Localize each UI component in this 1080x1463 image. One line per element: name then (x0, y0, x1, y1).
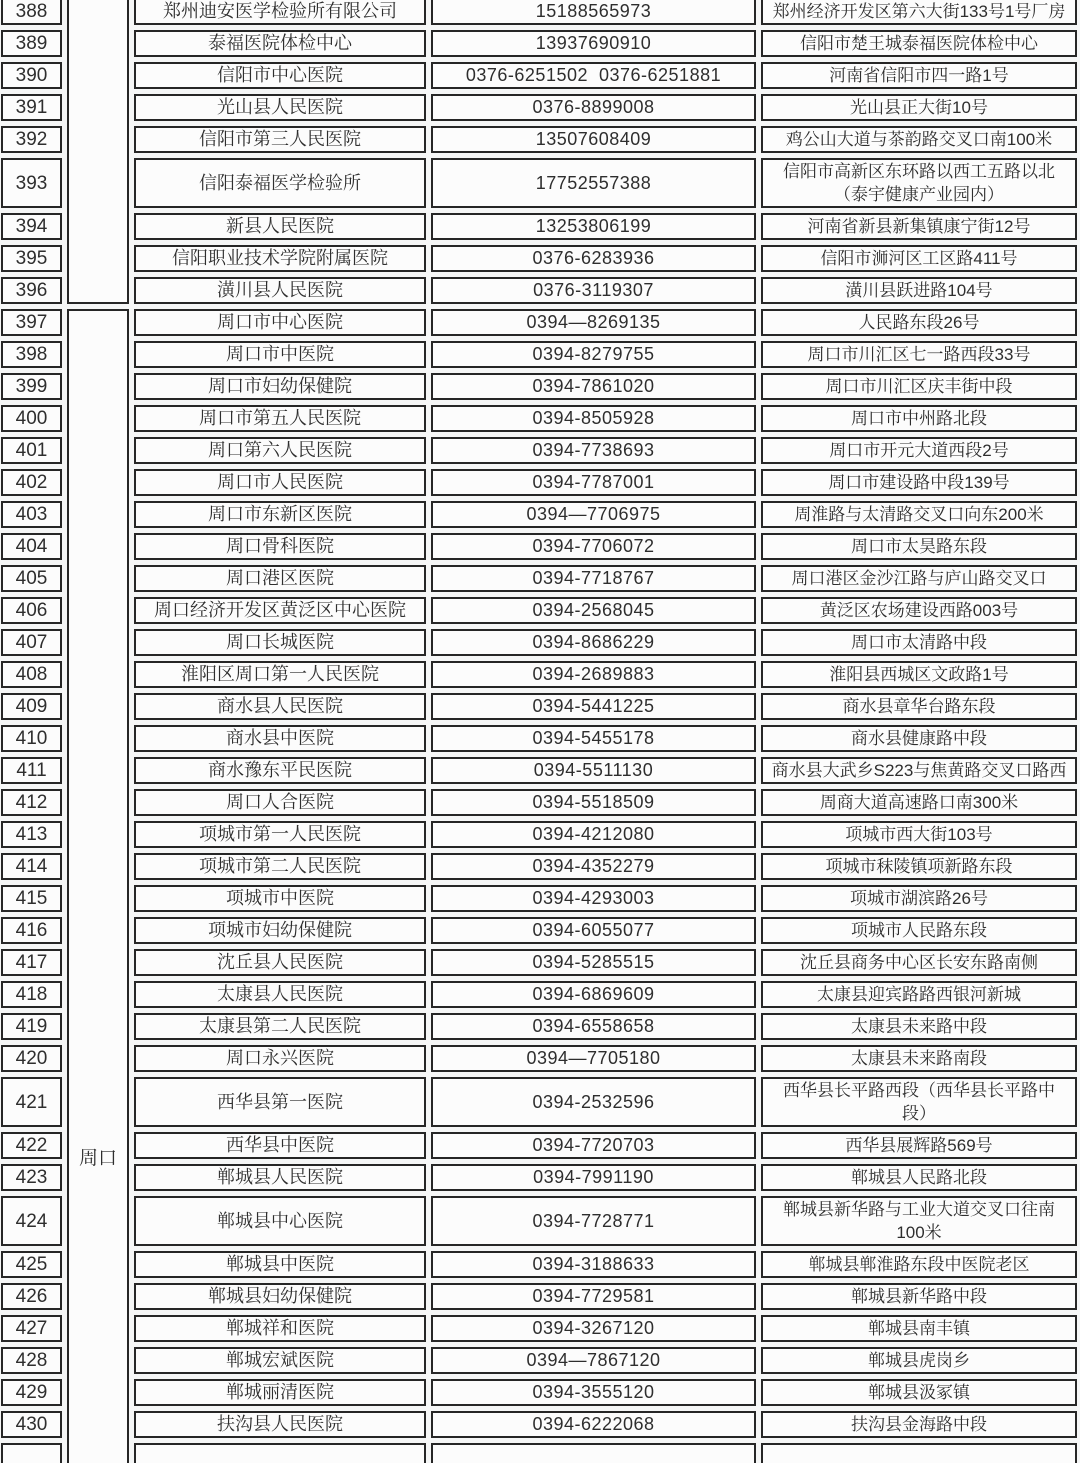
address-cell: 项城市秣陵镇项新路东段 (761, 853, 1077, 880)
hospital-name-cell: 周口市妇幼保健院 (134, 373, 426, 400)
table-row (1, 94, 1077, 121)
address-cell: 周口市川汇区七一路西段33号 (761, 341, 1077, 368)
address-cell: 郸城县人民路北段 (761, 1164, 1077, 1191)
row-number-cell: 388 (1, 0, 62, 25)
address-cell: 项城市西大街103号 (761, 821, 1077, 848)
table-row (1, 725, 1077, 752)
hospital-name-cell: 沈丘县人民医院 (134, 949, 426, 976)
phone-cell: 0394-7729581 (431, 1283, 756, 1310)
hospital-name-cell: 周口市中心医院 (134, 309, 426, 336)
phone-cell: 0394-6055077 (431, 917, 756, 944)
row-number-cell: 416 (1, 917, 62, 944)
phone-cell: 0394-7991190 (431, 1164, 756, 1191)
phone-cell: 0394-6222068 (431, 1411, 756, 1438)
phone-cell: 0394-6869609 (431, 981, 756, 1008)
phone-cell: 17752557388 (431, 158, 756, 208)
row-number-cell: 422 (1, 1132, 62, 1159)
hospital-name-cell: 太康县第二人民医院 (134, 1013, 426, 1040)
row-number-cell: 396 (1, 277, 62, 304)
table-row (1, 1196, 1077, 1246)
region-label: 周口 (78, 1148, 117, 1169)
address-cell: 商水县大武乡S223与焦黄路交叉口路西 (761, 757, 1077, 784)
hospital-name-cell: 泰福医院体检中心 (134, 30, 426, 57)
address-cell: 潢川县跃进路104号 (761, 277, 1077, 304)
hospital-name-cell: 太康县人民医院 (134, 981, 426, 1008)
row-number-cell: 403 (1, 501, 62, 528)
row-number-cell: 426 (1, 1283, 62, 1310)
table-row (1, 661, 1077, 688)
hospital-name-cell: 光山县人民医院 (134, 94, 426, 121)
phone-cell: 0394-3267120 (431, 1315, 756, 1342)
phone-cell: 0394-2689883 (431, 661, 756, 688)
table-row-partial (1, 1443, 1077, 1463)
phone-cell: 0376-6251502 0376-6251881 (431, 62, 756, 89)
address-cell: 郸城县新华路中段 (761, 1283, 1077, 1310)
table-row (1, 1251, 1077, 1278)
phone-cell: 0394-7728771 (431, 1196, 756, 1246)
hospital-name-cell: 商水县人民医院 (134, 693, 426, 720)
table-row (1, 373, 1077, 400)
address-cell: 信阳市高新区东环路以西工五路以北（泰宇健康产业园内） (761, 158, 1077, 208)
row-number-cell: 391 (1, 94, 62, 121)
phone-cell: 0376-8899008 (431, 94, 756, 121)
row-number-cell: 412 (1, 789, 62, 816)
hospital-name-cell: 信阳市中心医院 (134, 62, 426, 89)
hospital-name-cell: 郸城县中医院 (134, 1251, 426, 1278)
hospital-name-cell: 周口市东新区医院 (134, 501, 426, 528)
hospital-name-cell: 周口市人民医院 (134, 469, 426, 496)
row-number-cell: 390 (1, 62, 62, 89)
phone-cell: 0394-2532596 (431, 1077, 756, 1127)
phone-cell: 0394-5511130 (431, 757, 756, 784)
row-number-cell: 430 (1, 1411, 62, 1438)
hospital-name-cell: 周口骨科医院 (134, 533, 426, 560)
row-number-cell: 410 (1, 725, 62, 752)
hospital-name-cell: 郸城祥和医院 (134, 1315, 426, 1342)
phone-cell: 0394-7720703 (431, 1132, 756, 1159)
address-cell: 周淮路与太清路交叉口向东200米 (761, 501, 1077, 528)
phone-cell: 0394-4212080 (431, 821, 756, 848)
phone-cell: 0394-5518509 (431, 789, 756, 816)
row-number-cell: 423 (1, 1164, 62, 1191)
row-number-cell: 428 (1, 1347, 62, 1374)
address-cell: 周口港区金沙江路与庐山路交叉口 (761, 565, 1077, 592)
address-cell: 信阳市楚王城泰福医院体检中心 (761, 30, 1077, 57)
phone-cell: 0394-4352279 (431, 853, 756, 880)
row-number-cell: 419 (1, 1013, 62, 1040)
hospital-name-cell: 郸城县人民医院 (134, 1164, 426, 1191)
table-row (1, 1013, 1077, 1040)
table-row (1, 757, 1077, 784)
hospital-name-cell: 信阳职业技术学院附属医院 (134, 245, 426, 272)
address-cell: 周口市中州路北段 (761, 405, 1077, 432)
table-row (1, 1132, 1077, 1159)
table-row (1, 62, 1077, 89)
phone-cell: 0394—7705180 (431, 1045, 756, 1072)
row-number-cell: 407 (1, 629, 62, 656)
row-number-cell: 429 (1, 1379, 62, 1406)
address-cell: 郸城县汲冢镇 (761, 1379, 1077, 1406)
phone-cell: 0394-7718767 (431, 565, 756, 592)
phone-cell: 0394-3555120 (431, 1379, 756, 1406)
hospital-name-cell: 淮阳区周口第一人民医院 (134, 661, 426, 688)
row-number-cell: 389 (1, 30, 62, 57)
table-row (1, 853, 1077, 880)
row-number-cell: 413 (1, 821, 62, 848)
region-cell (67, 0, 129, 304)
phone-cell: 0394-5285515 (431, 949, 756, 976)
address-cell: 商水县健康路中段 (761, 725, 1077, 752)
hospital-name-cell: 郸城县中心医院 (134, 1196, 426, 1246)
address-cell: 信阳市浉河区工区路411号 (761, 245, 1077, 272)
hospital-name-cell: 项城市妇幼保健院 (134, 917, 426, 944)
table-row (1, 341, 1077, 368)
address-cell: 商水县章华台路东段 (761, 693, 1077, 720)
row-number-cell: 394 (1, 213, 62, 240)
hospital-name-cell: 周口市第五人民医院 (134, 405, 426, 432)
address-cell: 太康县未来路中段 (761, 1013, 1077, 1040)
phone-cell: 0394-5455178 (431, 725, 756, 752)
phone-cell: 15188565973 (431, 0, 756, 25)
table-row (1, 501, 1077, 528)
address-cell: 扶沟县金海路中段 (761, 1411, 1077, 1438)
row-number-cell: 411 (1, 757, 62, 784)
hospital-name-cell: 周口永兴医院 (134, 1045, 426, 1072)
address-cell: 沈丘县商务中心区长安东路南侧 (761, 949, 1077, 976)
row-number-cell: 417 (1, 949, 62, 976)
address-cell: 周口市太昊路东段 (761, 533, 1077, 560)
address-cell: 郸城县郸淮路东段中医院老区 (761, 1251, 1077, 1278)
table-row (1, 821, 1077, 848)
row-number-cell: 398 (1, 341, 62, 368)
address-cell: 郸城县南丰镇 (761, 1315, 1077, 1342)
phone-cell: 0394-8279755 (431, 341, 756, 368)
hospital-table-body (1, 0, 1077, 1463)
phone-cell: 0376-6283936 (431, 245, 756, 272)
hospital-name-cell: 郸城宏斌医院 (134, 1347, 426, 1374)
hospital-name-cell: 周口港区医院 (134, 565, 426, 592)
row-number-cell (1, 1443, 62, 1463)
phone-cell: 0376-3119307 (431, 277, 756, 304)
hospital-name-cell: 商水豫东平民医院 (134, 757, 426, 784)
row-number-cell: 397 (1, 309, 62, 336)
table-row (1, 1411, 1077, 1438)
address-cell: 西华县展辉路569号 (761, 1132, 1077, 1159)
hospital-name-cell: 西华县中医院 (134, 1132, 426, 1159)
hospital-name-cell: 新县人民医院 (134, 213, 426, 240)
phone-cell: 0394—8269135 (431, 309, 756, 336)
hospital-name-cell: 西华县第一医院 (134, 1077, 426, 1127)
address-cell: 项城市人民路东段 (761, 917, 1077, 944)
phone-cell: 0394-8505928 (431, 405, 756, 432)
phone-cell: 0394-7787001 (431, 469, 756, 496)
table-row (1, 213, 1077, 240)
table-row (1, 789, 1077, 816)
address-cell: 周口市川汇区庆丰街中段 (761, 373, 1077, 400)
address-cell: 鸡公山大道与茶韵路交叉口南100米 (761, 126, 1077, 153)
phone-cell: 0394-7861020 (431, 373, 756, 400)
address-cell: 光山县正大街10号 (761, 94, 1077, 121)
table-row (1, 597, 1077, 624)
address-cell (761, 1443, 1077, 1463)
address-cell: 河南省信阳市四一路1号 (761, 62, 1077, 89)
hospital-name-cell: 项城市中医院 (134, 885, 426, 912)
address-cell: 郑州经济开发区第六大街133号1号厂房 (761, 0, 1077, 25)
phone-cell: 0394—7706975 (431, 501, 756, 528)
hospital-name-cell (134, 1443, 426, 1463)
row-number-cell: 427 (1, 1315, 62, 1342)
row-number-cell: 408 (1, 661, 62, 688)
table-row (1, 917, 1077, 944)
hospital-name-cell: 郸城丽清医院 (134, 1379, 426, 1406)
hospital-name-cell: 周口长城医院 (134, 629, 426, 656)
hospital-name-cell: 信阳泰福医学检验所 (134, 158, 426, 208)
region-cell (67, 309, 129, 1463)
row-number-cell: 421 (1, 1077, 62, 1127)
address-cell: 周口市太清路中段 (761, 629, 1077, 656)
hospital-name-cell: 周口经济开发区黄泛区中心医院 (134, 597, 426, 624)
address-cell: 淮阳县西城区文政路1号 (761, 661, 1077, 688)
row-number-cell: 415 (1, 885, 62, 912)
hospital-name-cell: 扶沟县人民医院 (134, 1411, 426, 1438)
table-row (1, 1045, 1077, 1072)
table-row (1, 1164, 1077, 1191)
phone-cell: 13507608409 (431, 126, 756, 153)
hospital-name-cell: 周口人合医院 (134, 789, 426, 816)
phone-cell: 0394-2568045 (431, 597, 756, 624)
table-row (1, 1283, 1077, 1310)
hospital-name-cell: 潢川县人民医院 (134, 277, 426, 304)
table-row (1, 309, 1077, 336)
table-row (1, 245, 1077, 272)
row-number-cell: 395 (1, 245, 62, 272)
table-row (1, 126, 1077, 153)
table-row (1, 693, 1077, 720)
row-number-cell: 420 (1, 1045, 62, 1072)
address-cell: 项城市湖滨路26号 (761, 885, 1077, 912)
table-row (1, 405, 1077, 432)
phone-cell: 0394-6558658 (431, 1013, 756, 1040)
address-cell: 周商大道高速路口南300米 (761, 789, 1077, 816)
table-row (1, 30, 1077, 57)
hospital-name-cell: 周口第六人民医院 (134, 437, 426, 464)
table-row (1, 1077, 1077, 1127)
phone-cell: 13937690910 (431, 30, 756, 57)
address-cell: 太康县迎宾路路西银河新城 (761, 981, 1077, 1008)
address-cell: 河南省新县新集镇康宁街12号 (761, 213, 1077, 240)
hospital-name-cell: 商水县中医院 (134, 725, 426, 752)
table-row (1, 1347, 1077, 1374)
address-cell: 周口市开元大道西段2号 (761, 437, 1077, 464)
table-row (1, 437, 1077, 464)
row-number-cell: 399 (1, 373, 62, 400)
row-number-cell: 409 (1, 693, 62, 720)
table-row (1, 0, 1077, 25)
phone-cell (431, 1443, 756, 1463)
table-row (1, 981, 1077, 1008)
row-number-cell: 424 (1, 1196, 62, 1246)
row-number-cell: 400 (1, 405, 62, 432)
phone-cell: 13253806199 (431, 213, 756, 240)
table-row (1, 949, 1077, 976)
table-row (1, 533, 1077, 560)
address-cell: 人民路东段26号 (761, 309, 1077, 336)
address-cell: 郸城县虎岗乡 (761, 1347, 1077, 1374)
row-number-cell: 406 (1, 597, 62, 624)
phone-cell: 0394-4293003 (431, 885, 756, 912)
address-cell: 郸城县新华路与工业大道交叉口往南100米 (761, 1196, 1077, 1246)
row-number-cell: 404 (1, 533, 62, 560)
phone-cell: 0394-8686229 (431, 629, 756, 656)
address-cell: 太康县未来路南段 (761, 1045, 1077, 1072)
row-number-cell: 402 (1, 469, 62, 496)
table-row (1, 565, 1077, 592)
table-row (1, 885, 1077, 912)
phone-cell: 0394-7738693 (431, 437, 756, 464)
row-number-cell: 401 (1, 437, 62, 464)
row-number-cell: 393 (1, 158, 62, 208)
hospital-name-cell: 信阳市第三人民医院 (134, 126, 426, 153)
row-number-cell: 392 (1, 126, 62, 153)
phone-cell: 0394-7706072 (431, 533, 756, 560)
table-row (1, 277, 1077, 304)
address-cell: 周口市建设路中段139号 (761, 469, 1077, 496)
address-cell: 黄泛区农场建设西路003号 (761, 597, 1077, 624)
hospital-name-cell: 郑州迪安医学检验所有限公司 (134, 0, 426, 25)
hospital-name-cell: 项城市第一人民医院 (134, 821, 426, 848)
table-row (1, 469, 1077, 496)
phone-cell: 0394—7867120 (431, 1347, 756, 1374)
row-number-cell: 425 (1, 1251, 62, 1278)
table-row (1, 1315, 1077, 1342)
row-number-cell: 405 (1, 565, 62, 592)
table-row (1, 629, 1077, 656)
address-cell: 西华县长平路西段（西华县长平路中段） (761, 1077, 1077, 1127)
phone-cell: 0394-5441225 (431, 693, 756, 720)
hospital-name-cell: 周口市中医院 (134, 341, 426, 368)
table-row (1, 1379, 1077, 1406)
phone-cell: 0394-3188633 (431, 1251, 756, 1278)
hospital-name-cell: 郸城县妇幼保健院 (134, 1283, 426, 1310)
table-row (1, 158, 1077, 208)
row-number-cell: 418 (1, 981, 62, 1008)
hospital-name-cell: 项城市第二人民医院 (134, 853, 426, 880)
row-number-cell: 414 (1, 853, 62, 880)
